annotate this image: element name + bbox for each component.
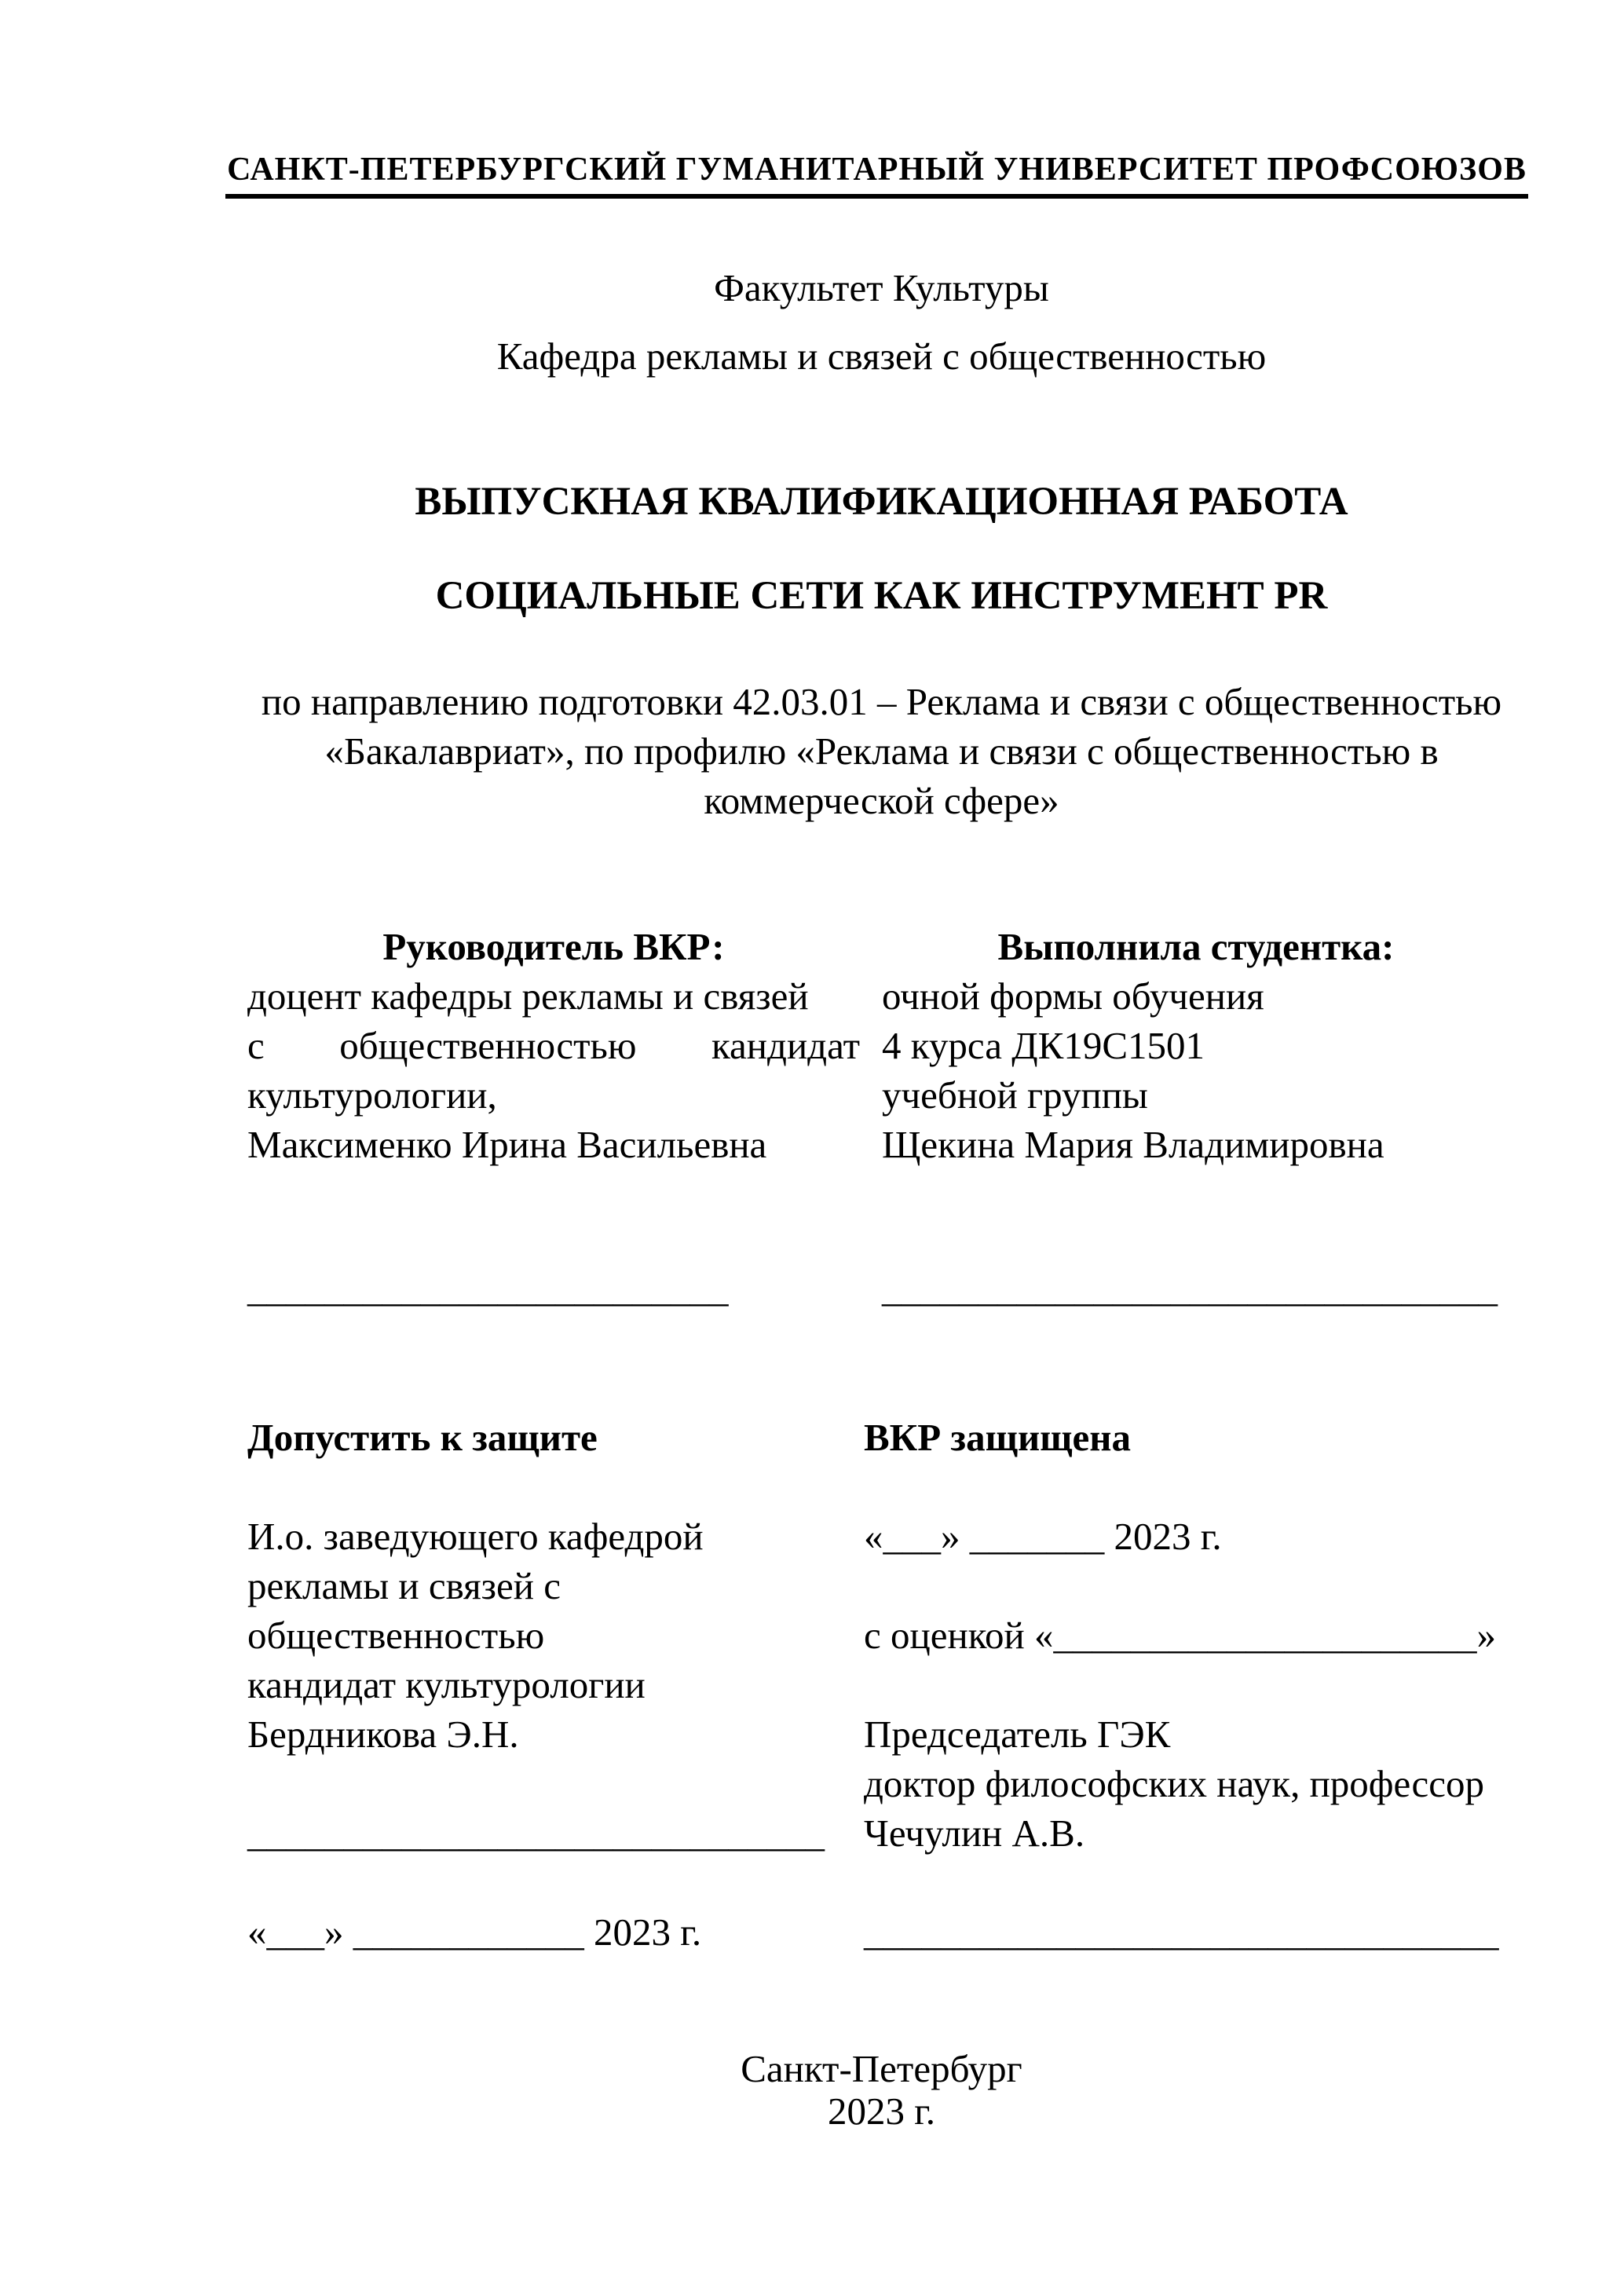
student-line-2: 4 курса ДК19С1501 — [882, 1024, 1205, 1067]
student-line-3: учебной группы — [882, 1073, 1148, 1117]
supervisor-line-1: доцент кафедры рекламы и связей — [247, 974, 809, 1018]
footer-year: 2023 г. — [827, 2089, 936, 2133]
supervisor-signature-line: _________________________ — [247, 1267, 729, 1310]
footer-city: Санкт-Петербург — [741, 2047, 1022, 2090]
faculty-name: Факультет Культуры — [714, 266, 1049, 309]
supervisor-line-2-word-3: кандидат — [711, 1024, 860, 1067]
work-type-heading: ВЫПУСКНАЯ КВАЛИФИКАЦИОННАЯ РАБОТА — [415, 480, 1348, 524]
university-name: САНКТ-ПЕТЕРБУРГСКИЙ ГУМАНИТАРНЫЙ УНИВЕРСИТЕТ ПРОФСОЮЗОВ — [227, 152, 1527, 188]
admission-line-5: Бердникова Э.Н. — [247, 1713, 519, 1756]
defense-chairman-degree: доктор философских наук, профессор — [864, 1762, 1485, 1805]
blank-line — [247, 1759, 868, 1808]
program-line-2: «Бакалавриат», по профилю «Реклама и связи с общественностью в — [324, 729, 1439, 773]
supervisor-line-2 — [247, 1021, 860, 1070]
student-line-1: очной формы обучения — [882, 974, 1264, 1018]
program-line-1: по направлению подготовки 42.03.01 – Реклама и связи с общественностью — [261, 680, 1502, 723]
admission-date-line: «___» ____________ 2023 г. — [247, 1910, 702, 1954]
admission-heading: Допустить к защите — [247, 1416, 598, 1459]
admission-signature-line: ______________________________ — [247, 1812, 825, 1855]
blank-line — [247, 1462, 868, 1512]
defense-heading: ВКР защищена — [864, 1416, 1132, 1459]
admission-line-2: рекламы и связей с — [247, 1564, 561, 1607]
blank-line — [247, 1858, 868, 1907]
blank-line — [864, 1660, 1523, 1709]
defense-block — [864, 1413, 1523, 1957]
supervisor-heading: Руководитель ВКР: — [382, 925, 725, 968]
university-header — [225, 149, 1528, 199]
supervisor-line-2-word-1: с — [247, 1024, 265, 1067]
student-signature-line: ________________________________ — [882, 1267, 1498, 1310]
defense-chairman-name: Чечулин А.В. — [864, 1812, 1085, 1855]
supervisor-line-2-word-2: общественностью — [339, 1024, 637, 1067]
admission-line-4: кандидат культурологии — [247, 1663, 646, 1706]
thesis-title: СОЦИАЛЬНЫЕ СЕТИ КАК ИНСТРУМЕНТ PR — [435, 574, 1328, 618]
admission-line-1: И.о. заведующего кафедрой — [247, 1515, 704, 1558]
department-name: Кафедра рекламы и связей с общественностью — [496, 335, 1267, 378]
footer-block — [243, 2048, 1520, 2133]
blank-line — [864, 1561, 1523, 1610]
defense-signature-line: _________________________________ — [864, 1910, 1499, 1954]
student-block — [882, 922, 1510, 1169]
admission-block — [247, 1413, 868, 1957]
defense-date-line: «___» _______ 2023 г. — [864, 1515, 1222, 1558]
supervisor-line-4: Максименко Ирина Васильевна — [247, 1123, 767, 1166]
supervisor-line-3: культурологии, — [247, 1073, 497, 1117]
defense-chairman-title: Председатель ГЭК — [864, 1713, 1171, 1756]
blank-line — [864, 1462, 1523, 1512]
supervisor-block — [247, 922, 860, 1169]
blank-line — [864, 1858, 1523, 1907]
program-line-3: коммерческой сфере» — [704, 779, 1059, 822]
defense-grade-line: с оценкой «______________________» — [864, 1614, 1496, 1657]
student-heading: Выполнила студентка: — [997, 925, 1395, 968]
student-line-4: Щекина Мария Владимировна — [882, 1123, 1384, 1166]
admission-line-3: общественностью — [247, 1614, 545, 1657]
program-paragraph — [243, 677, 1520, 825]
